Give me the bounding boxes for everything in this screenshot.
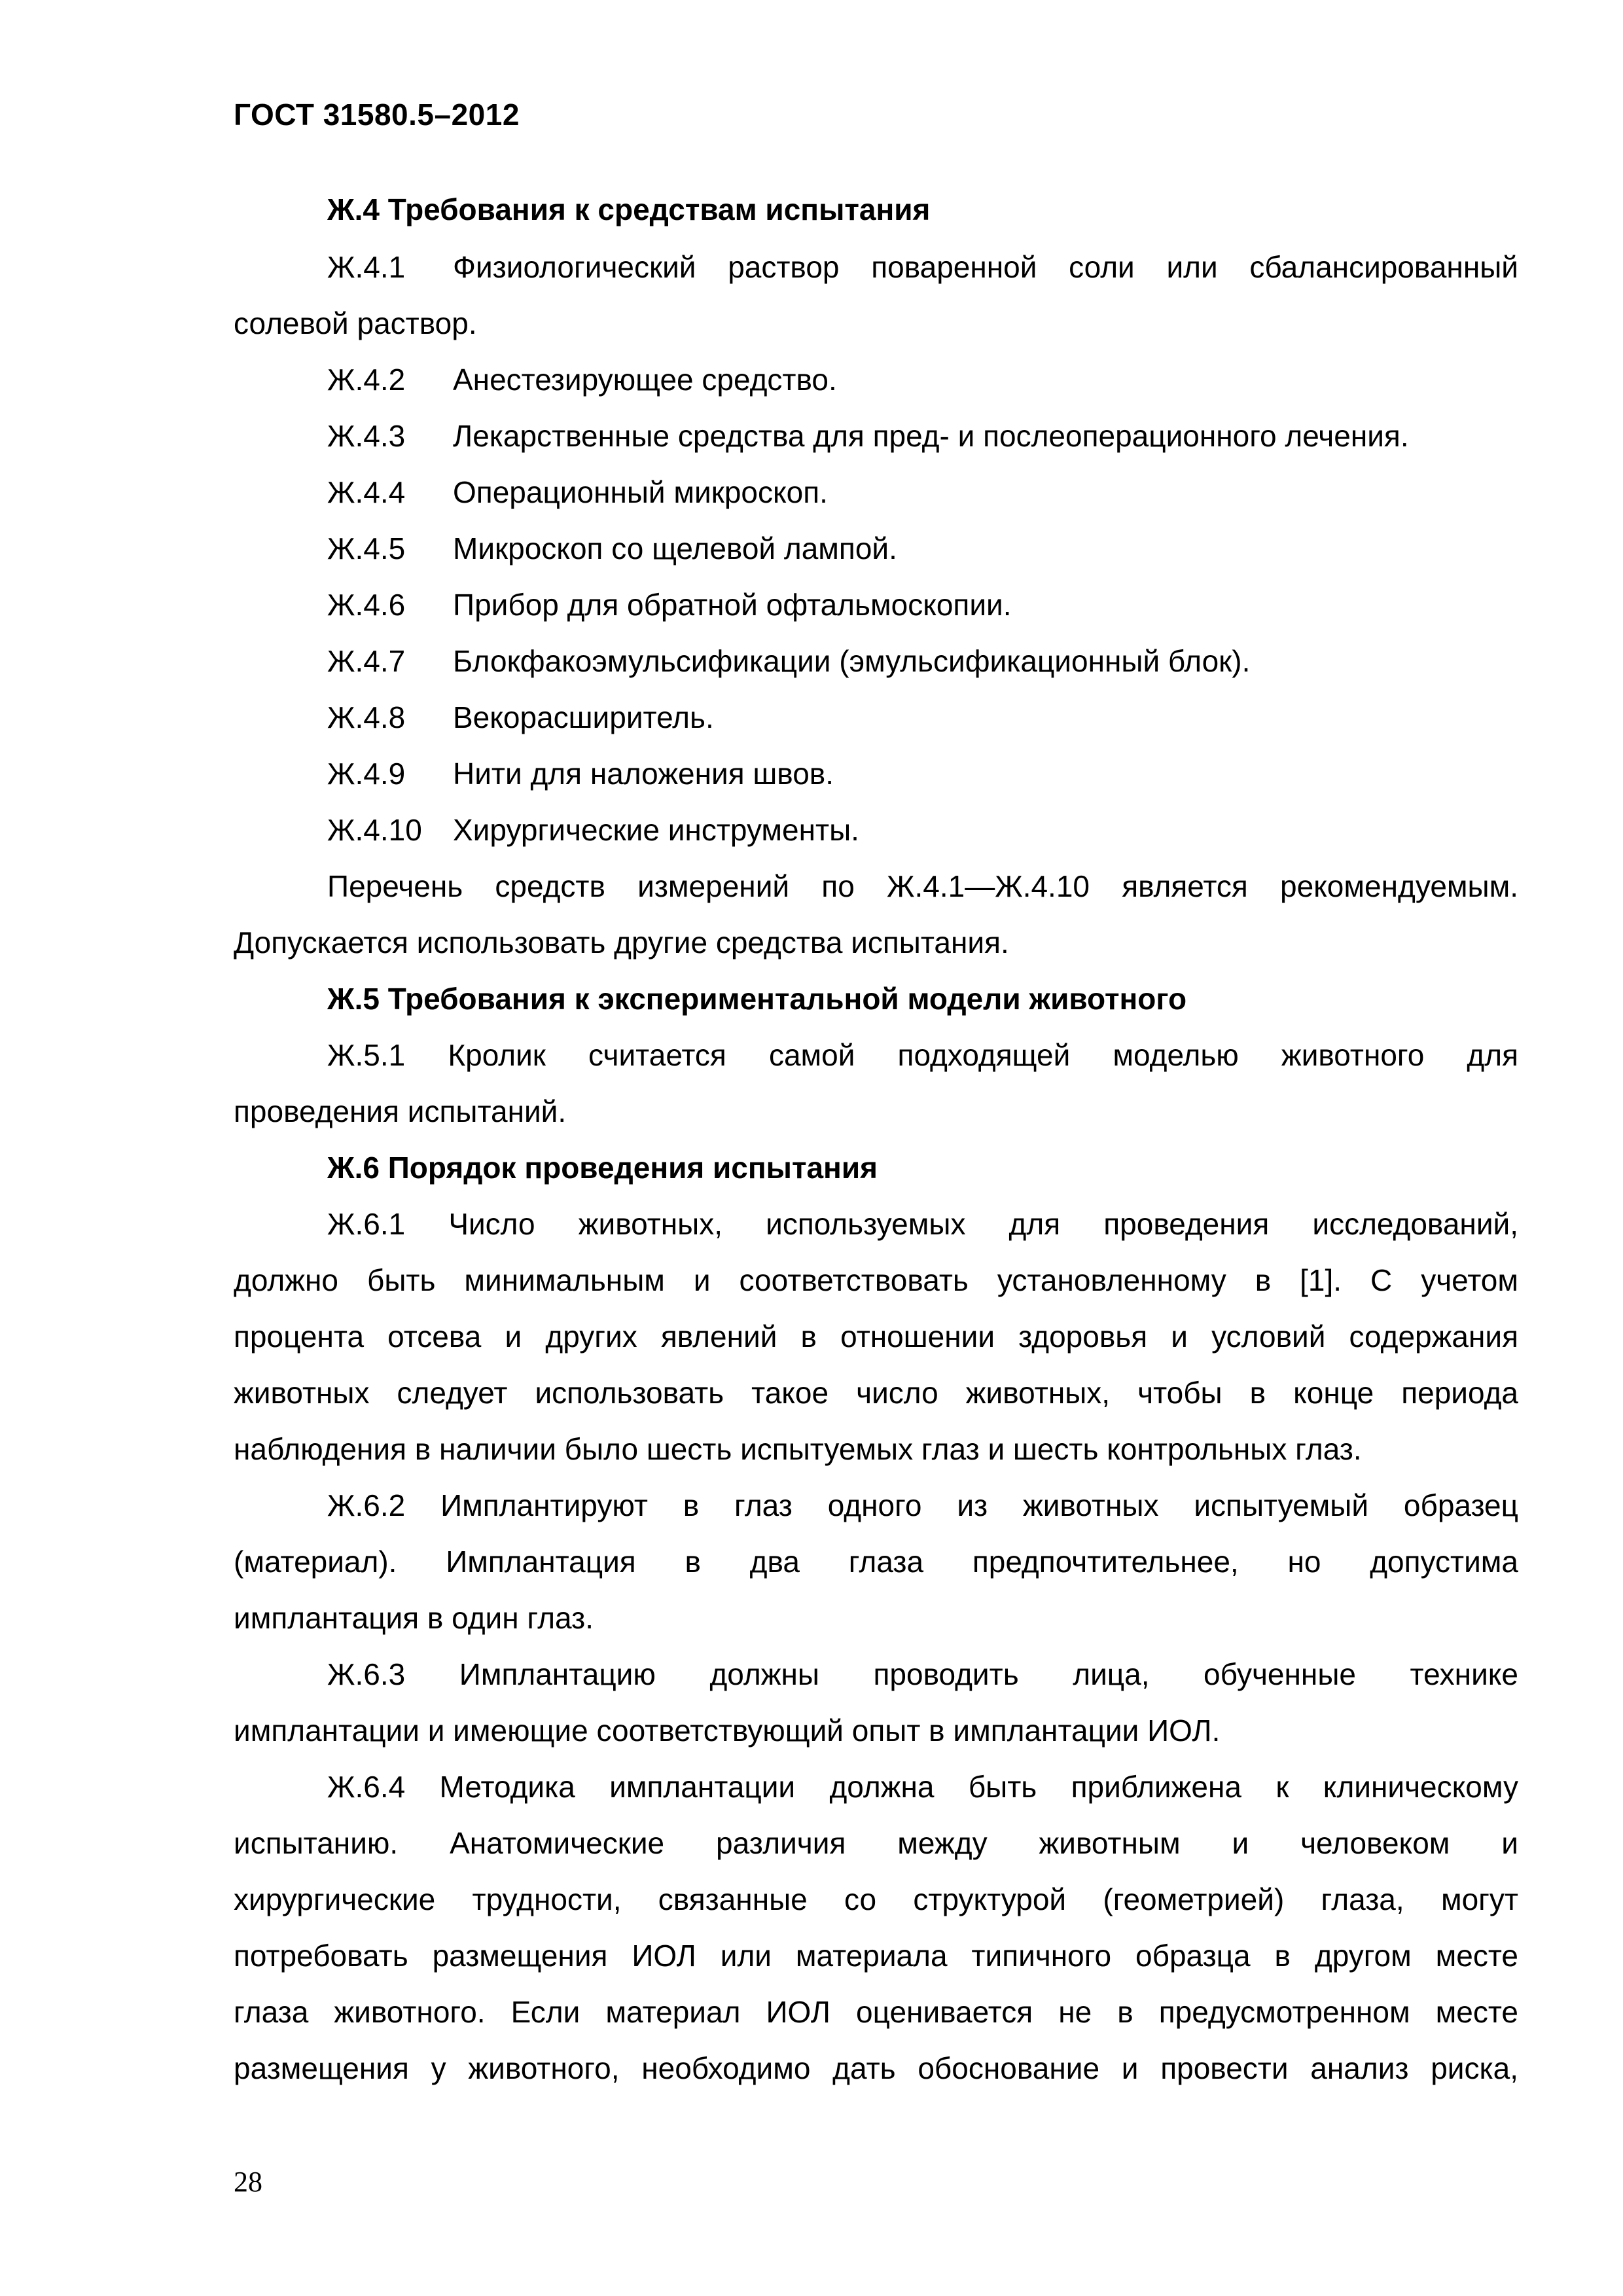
para-zh6-2-line-2: (материал). Имплантация в два глаза предпочтительнее, но допустима (234, 1545, 1518, 1579)
para-zh6-2-line-1: Ж.6.2 Имплантируют в глаз одного из животных испытуемый образец (327, 1488, 1518, 1522)
item-zh4-2 (327, 361, 837, 398)
item-zh5-1-line-1: Ж.5.1 Кролик считается самой подходящей моделью животного для (327, 1038, 1518, 1072)
item-text: Операционный микроскоп. (453, 475, 828, 509)
document-code-header: ГОСТ 31580.5–2012 (234, 98, 520, 132)
item-text: Физиологический раствор поваренной соли или сбалансированный (453, 250, 1518, 284)
item-zh4-3 (327, 418, 1409, 454)
item-number: Ж.4.7 (327, 644, 406, 678)
item-number: Ж.4.5 (327, 531, 406, 565)
item-number: Ж.4.2 (327, 363, 406, 397)
para-zh6-4-line-3: хирургические трудности, связанные со структурой (геометрией) глаза, могут (234, 1882, 1518, 1916)
page-number: 28 (234, 2166, 262, 2198)
item-zh4-8 (327, 699, 714, 736)
para-zh6-4-line-1: Ж.6.4 Методика имплантации должна быть приближена к клиническому (327, 1770, 1518, 1804)
para-zh6-4-line-2: испытанию. Анатомические различия между животным и человеком и (234, 1826, 1518, 1860)
item-text: Блокфакоэмульсификации (эмульсификационный блок). (453, 644, 1251, 678)
item-zh4-1-continuation: солевой раствор. (234, 306, 477, 340)
para-zh6-1-line-3: процента отсева и других явлений в отношении здоровья и условий содержания (234, 1319, 1518, 1354)
section-heading-zh6: Ж.6 Порядок проведения испытания (327, 1151, 878, 1185)
item-text: Хирургические инструменты. (453, 813, 859, 847)
para-zh6-2-line-3: имплантация в один глаз. (234, 1601, 594, 1635)
item-number: Ж.4.4 (327, 475, 406, 509)
note-line-2: Допускается использовать другие средства испытания. (234, 925, 1009, 960)
item-zh4-5 (327, 530, 897, 567)
item-number: Ж.4.6 (327, 588, 406, 622)
item-number: Ж.4.10 (327, 813, 422, 847)
item-text: Микроскоп со щелевой лампой. (453, 531, 897, 565)
item-number: Ж.4.1 (327, 250, 406, 284)
item-zh4-9 (327, 755, 834, 792)
para-zh6-1-line-5: наблюдения в наличии было шесть испытуемых глаз и шесть контрольных глаз. (234, 1432, 1362, 1466)
item-text: Векорасширитель. (453, 700, 714, 734)
para-zh6-3-line-2: имплантации и имеющие соответствующий опыт в имплантации ИОЛ. (234, 1713, 1221, 1748)
para-zh6-4-line-4: потребовать размещения ИОЛ или материала типичного образца в другом месте (234, 1939, 1518, 1973)
item-zh4-10 (327, 812, 859, 848)
para-zh6-4-line-6: размещения у животного, необходимо дать обоснование и провести анализ риска, (234, 2051, 1518, 2085)
para-zh6-1-line-1: Ж.6.1 Число животных, используемых для проведения исследований, (327, 1207, 1518, 1241)
item-zh4-7 (327, 643, 1250, 679)
para-zh6-3-line-1: Ж.6.3 Имплантацию должны проводить лица, обученные технике (327, 1657, 1518, 1691)
para-zh6-1-line-2: должно быть минимальным и соответствовать установленному в [1]. С учетом (234, 1263, 1518, 1297)
item-text: Анестезирующее средство. (453, 363, 837, 397)
item-zh4-1 (327, 249, 1518, 285)
para-zh6-4-line-5: глаза животного. Если материал ИОЛ оценивается не в предусмотренном месте (234, 1995, 1518, 2029)
item-zh5-1-line-2: проведения испытаний. (234, 1094, 567, 1128)
item-zh4-6 (327, 586, 1012, 623)
item-zh4-4 (327, 474, 828, 511)
item-text: Прибор для обратной офтальмоскопии. (453, 588, 1012, 622)
item-number: Ж.4.8 (327, 700, 406, 734)
section-heading-zh5: Ж.5 Требования к экспериментальной модели животного (327, 982, 1187, 1016)
note-line-1: Перечень средств измерений по Ж.4.1—Ж.4.10 является рекомендуемым. (327, 869, 1518, 903)
item-text: Нити для наложения швов. (453, 757, 834, 791)
para-zh6-1-line-4: животных следует использовать такое число животных, чтобы в конце периода (234, 1376, 1518, 1410)
item-number: Ж.4.9 (327, 757, 406, 791)
item-text: Лекарственные средства для пред- и послеоперационного лечения. (453, 419, 1409, 453)
item-number: Ж.4.3 (327, 419, 406, 453)
section-heading-zh4: Ж.4 Требования к средствам испытания (327, 192, 931, 226)
